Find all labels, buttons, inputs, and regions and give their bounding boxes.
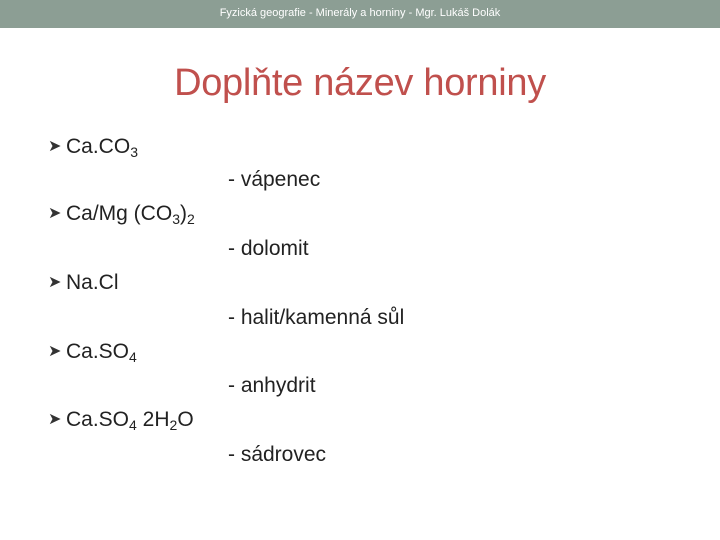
formula-item: [48, 135, 138, 165]
arrow-bullet-icon: ➤: [48, 343, 62, 360]
arrow-bullet-icon: ➤: [48, 411, 62, 428]
formula-item: [48, 408, 194, 438]
slide-title: Doplňte název horniny: [174, 62, 546, 104]
answer-text: - anhydrit: [228, 374, 316, 397]
formula-text: Na.Cl: [66, 271, 119, 294]
formula-text: $Ca.SO_4$ $2H_2O$: [66, 408, 194, 433]
header-bar: [0, 0, 720, 28]
answer-text: - dolomit: [228, 237, 309, 260]
formula-item: [48, 271, 119, 301]
formula-item: [48, 340, 137, 370]
formula-text: Ca/Mg $(CO_3)_2$: [66, 202, 195, 227]
answer-text: - sádrovec: [228, 443, 327, 466]
answer-text: - vápenec: [228, 168, 321, 191]
answer-text: - halit/kamenná sůl: [228, 306, 405, 329]
arrow-bullet-icon: ➤: [48, 138, 62, 155]
header-text: Fyzická geografie - Minerály a horniny - Mgr. Lukáš Dolák: [219, 7, 501, 19]
formula-item: [48, 202, 195, 232]
arrow-bullet-icon: ➤: [48, 205, 62, 222]
formula-text: $Ca.SO_4$: [66, 340, 137, 365]
formula-text: $Ca.CO_3$: [66, 135, 138, 160]
arrow-bullet-icon: ➤: [48, 274, 62, 291]
